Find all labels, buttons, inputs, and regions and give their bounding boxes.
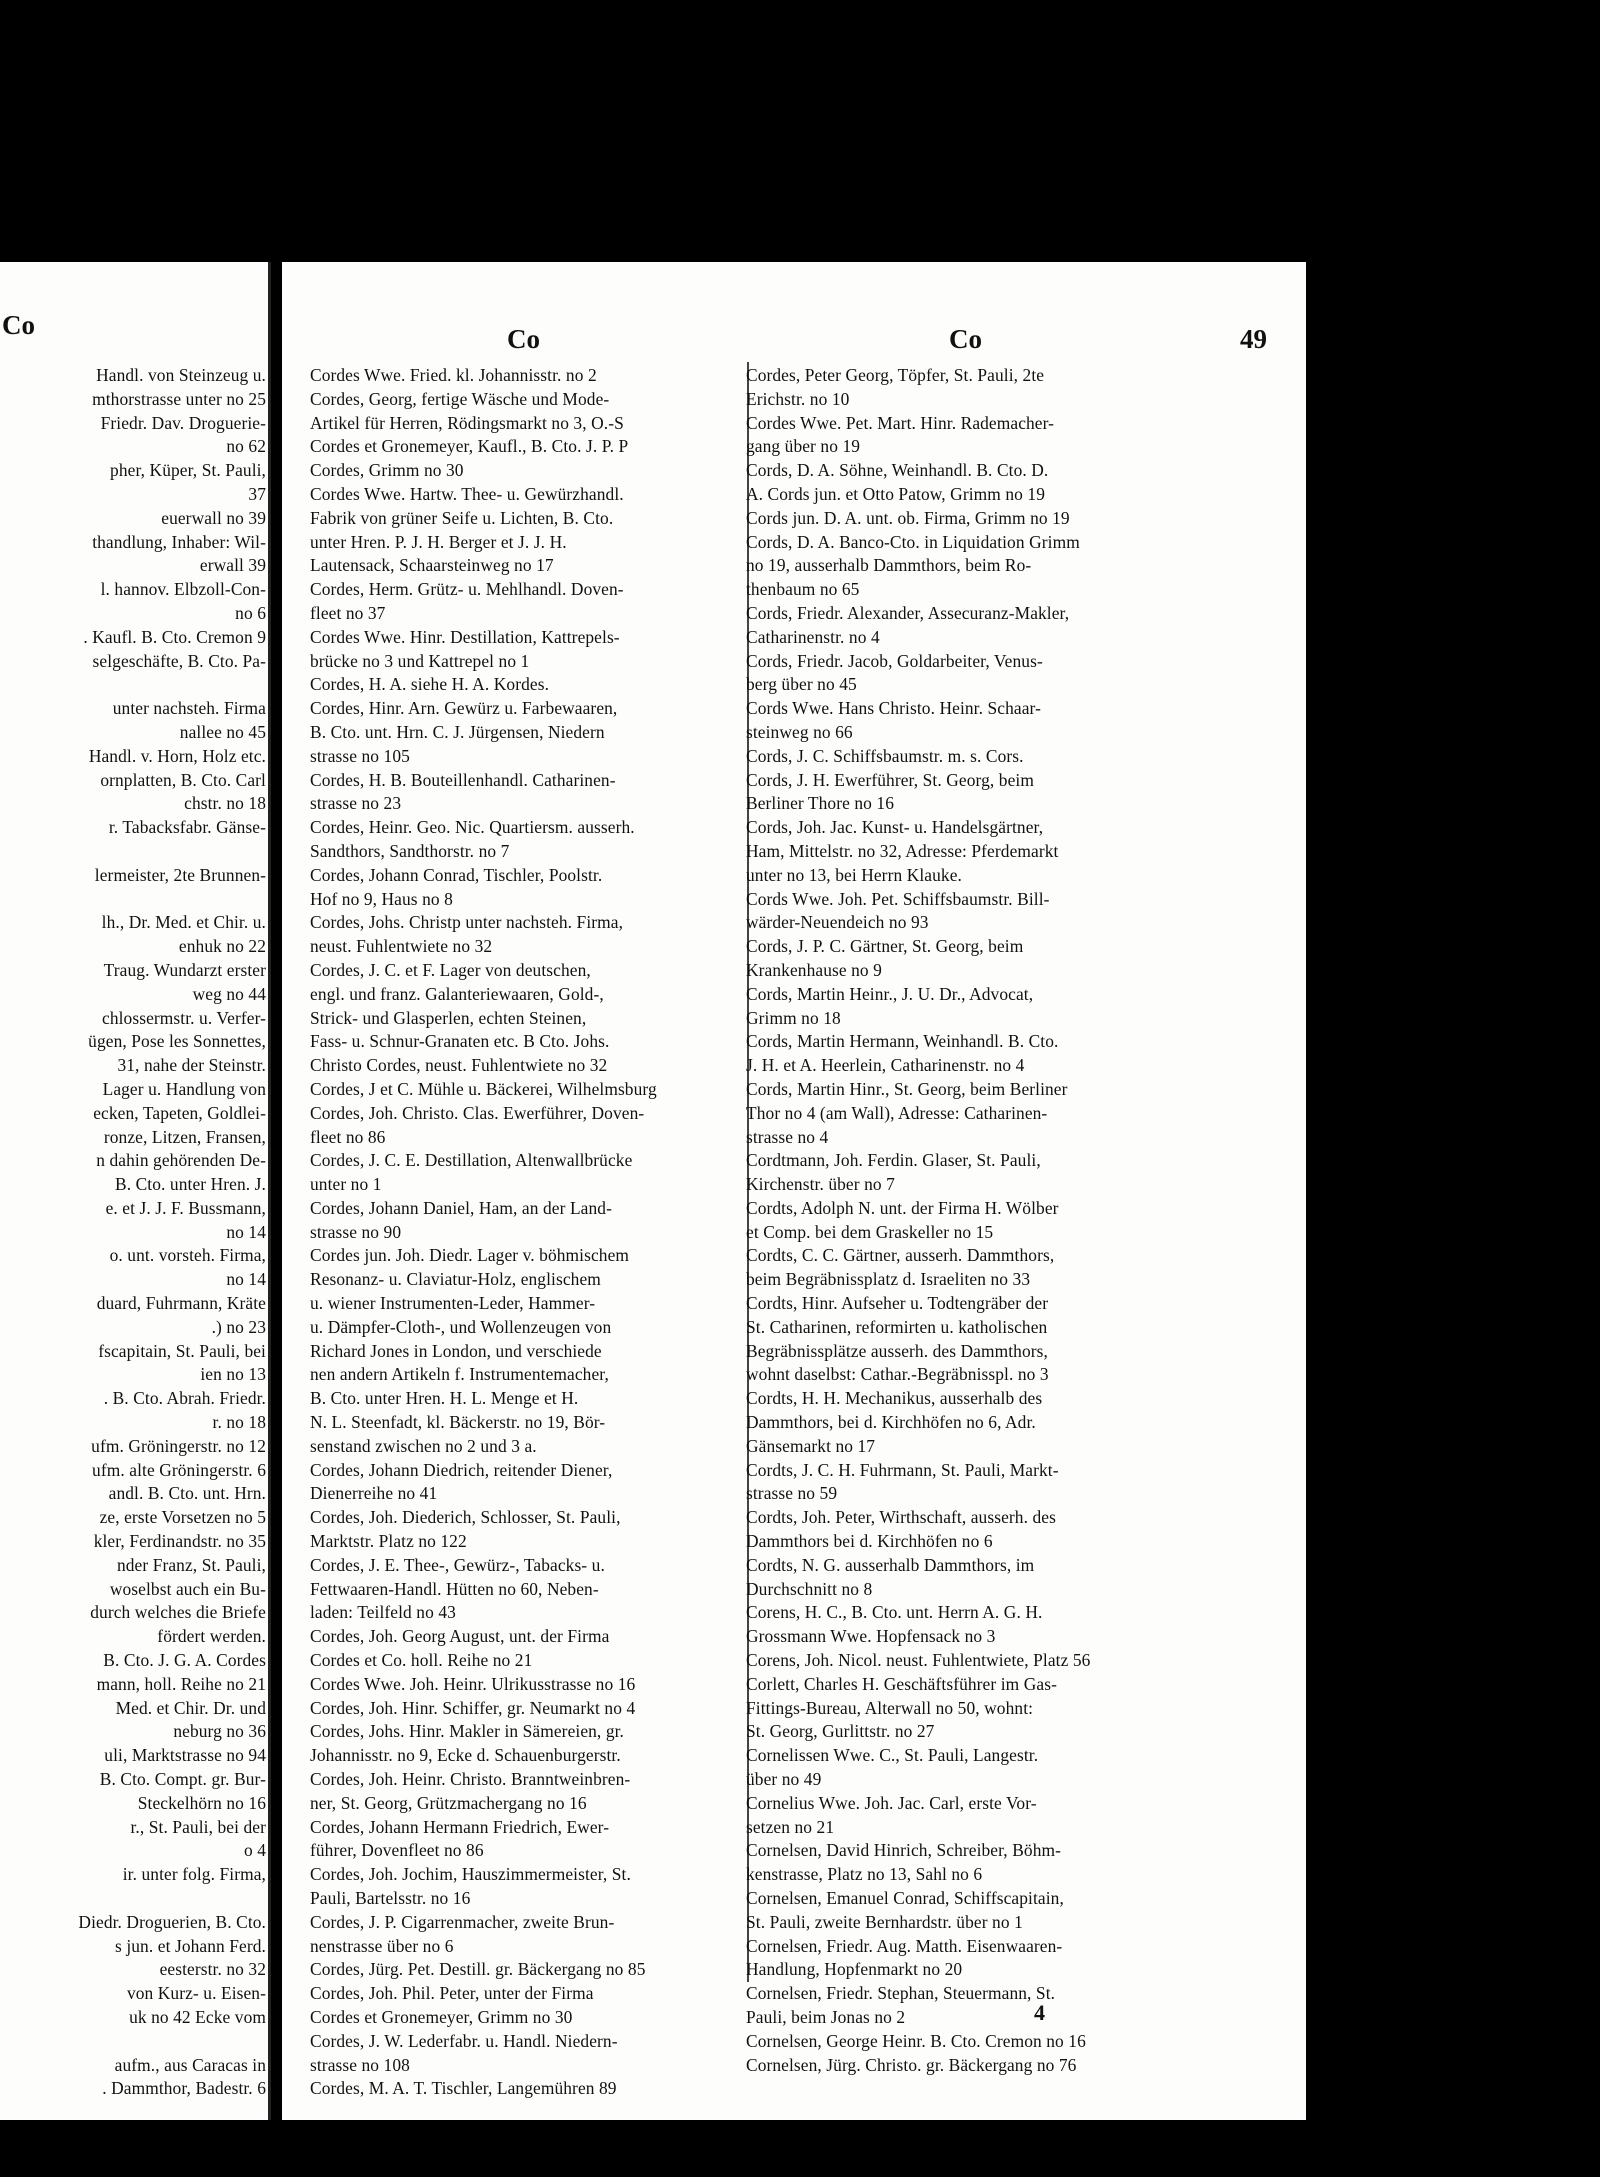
left-page-line: neburg no 36 [173,1721,266,1742]
left-page-line: o. unt. vorsteh. Firma, [109,1245,266,1266]
left-page-line: r. no 18 [212,1412,266,1433]
left-page-line: thandlung, Inhaber: Wil- [92,531,266,552]
directory-entry-line: Berliner Thore no 16 [746,793,895,814]
left-page-line: 37 [248,483,266,504]
directory-entry-line: Cords, D. A. Söhne, Weinhandl. B. Cto. D. [746,460,1049,481]
left-page-line: chlossermstr. u. Verfer- [102,1007,266,1028]
left-page-line: mthorstrasse unter no 25 [92,388,266,409]
directory-entry-line: Cordes, J. C. E. Destillation, Altenwallbrücke [310,1150,633,1171]
directory-entry-line: Dienerreihe no 41 [310,1483,438,1504]
directory-entry-line: Cords, D. A. Banco-Cto. in Liquidation Grimm [746,531,1080,552]
directory-entry-line: St. Georg, Gurlittstr. no 27 [746,1721,935,1742]
signature-mark: 4 [1034,2000,1045,2025]
directory-entry-line: Cords, Martin Heinr., J. U. Dr., Advocat, [746,983,1034,1004]
directory-entry-line: et Comp. bei dem Graskeller no 15 [746,1221,994,1242]
directory-entry-line: Cornelsen, Friedr. Stephan, Steuermann, St. [746,1983,1056,2004]
left-page-line: ufm. Gröningerstr. no 12 [91,1435,266,1456]
left-page-line: Traug. Wundarzt erster [103,959,266,980]
directory-entry-line: Cordes, Heinr. Geo. Nic. Quartiersm. ausserh. [310,817,635,838]
right-page-header-right: Co [949,324,982,354]
left-page-line [2,888,266,912]
directory-entry-line: unter no 13, bei Herrn Klauke. [746,864,962,885]
directory-entry-line: Krankenhause no 9 [746,959,882,980]
left-page-line: r., St. Pauli, bei der [130,1816,266,1837]
entries-column-right [746,364,1291,2077]
directory-entry-line: Cordts, Hinr. Aufseher u. Todtengräber der [746,1293,1049,1314]
directory-entry-line: Cordes, J. C. et F. Lager von deutschen, [310,959,591,980]
directory-entry-line: beim Begräbnissplatz d. Israeliten no 33 [746,1269,1031,1290]
directory-entry-line: unter Hren. P. J. H. Berger et J. J. H. [310,531,567,552]
left-page-line: chstr. no 18 [184,793,266,814]
directory-entry-line: A. Cords jun. et Otto Patow, Grimm no 19 [746,483,1045,504]
directory-entry-line: berg über no 45 [746,674,857,695]
left-page-line: aufm., aus Caracas in [114,2054,266,2075]
left-page-line: nallee no 45 [179,721,266,742]
directory-entry-line: Strick- und Glasperlen, echten Steinen, [310,1007,587,1028]
directory-entry-line: Fittings-Bureau, Alterwall no 50, wohnt: [746,1697,1034,1718]
directory-entry-line: strasse no 59 [746,1483,838,1504]
left-page-line: 31, nahe der Steinstr. [117,1055,266,1076]
left-page-line: . Kaufl. B. Cto. Cremon 9 [83,626,266,647]
directory-entry-line: no 19, ausserhalb Dammthors, beim Ro- [746,555,1032,576]
directory-entry-line: Cordes, Johann Hermann Friedrich, Ewer- [310,1816,610,1837]
directory-entry-line: Pauli, Bartelsstr. no 16 [310,1888,471,1908]
directory-entry-line: Cords, Friedr. Jacob, Goldarbeiter, Venus- [746,650,1043,671]
left-page-line: andl. B. Cto. unt. Hrn. [108,1483,266,1504]
directory-entry-line: Cordes, M. A. T. Tischler, Langemühren 89 [310,2078,617,2099]
left-page-line: unter nachsteh. Firma [112,698,266,719]
directory-entry-line: Cordes et Co. holl. Reihe no 21 [310,1650,533,1671]
directory-entry-line: Resonanz- u. Claviatur-Holz, englischem [310,1269,601,1290]
directory-entry-line: St. Pauli, zweite Bernhardstr. über no 1 [746,1911,1023,1932]
page-number: 49 [1240,324,1267,354]
directory-entry-line: Cordts, Joh. Peter, Wirthschaft, ausserh. des [746,1507,1056,1528]
directory-entry-line: Cornelsen, Emanuel Conrad, Schiffscapitain, [746,1888,1064,1908]
left-page-line: duard, Fuhrmann, Kräte [96,1293,266,1314]
directory-entry-line: Cordes, Hinr. Arn. Gewürz u. Farbewaaren, [310,698,618,719]
directory-entry-line: Cords, J. P. C. Gärtner, St. Georg, beim [746,936,1024,957]
left-page-line: euerwall no 39 [161,507,266,528]
directory-entry-line: Cordes, Joh. Georg August, unt. der Firma [310,1626,610,1647]
directory-entry-line: Thor no 4 (am Wall), Adresse: Catharinen- [746,1102,1048,1123]
left-page-line: B. Cto. Compt. gr. Bur- [99,1769,266,1790]
left-page-line: ien no 13 [200,1364,266,1385]
left-page-line: no 6 [235,602,266,623]
left-page-line: pher, Küper, St. Pauli, [110,460,266,481]
directory-entry-line: B. Cto. unter Hren. H. L. Menge et H. [310,1388,579,1409]
directory-entry-line: Richard Jones in London, und verschiede [310,1340,602,1361]
left-page-line: uk no 42 Ecke vom [129,2006,266,2027]
directory-entry-line: fleet no 37 [310,602,386,623]
left-page-line: no 14 [226,1269,266,1290]
directory-entry-line: Cordes, J. P. Cigarrenmacher, zweite Brun- [310,1911,615,1932]
directory-entry-line: Cordes, Johann Daniel, Ham, an der Land- [310,1197,612,1218]
directory-entry-line: Cordes, Johann Diedrich, reitender Diener, [310,1459,613,1480]
directory-entry-line: Hof no 9, Haus no 8 [310,888,453,909]
directory-entry-line: Kirchenstr. über no 7 [746,1174,895,1195]
directory-entry-line: Fabrik von grüner Seife u. Lichten, B. Cto. [310,507,614,528]
directory-entry-line: Durchschnitt no 8 [746,1578,873,1599]
left-page-column [2,364,266,2101]
directory-entry-line: Christo Cordes, neust. Fuhlentwiete no 32 [310,1055,608,1076]
directory-entry-line: wärder-Neuendeich no 93 [746,912,929,933]
directory-entry-line: Cornelsen, Friedr. Aug. Matth. Eisenwaaren- [746,1935,1063,1956]
directory-entry-line: Cordes, J et C. Mühle u. Bäckerei, Wilhelmsburg [310,1078,657,1099]
directory-entry-line: Cordes, Joh. Jochim, Hauszimmermeister, St. [310,1864,631,1885]
left-page-line: erwall 39 [199,555,266,576]
directory-entry-line: gang über no 19 [746,436,861,457]
directory-entry-line: Johannisstr. no 9, Ecke d. Schauenburgerstr. [310,1745,621,1766]
directory-entry-line: Cordes Wwe. Pet. Mart. Hinr. Rademacher- [746,412,1055,433]
left-page-header: Co [2,310,35,340]
directory-entry-line: Corens, Joh. Nicol. neust. Fuhlentwiete, Platz 56 [746,1650,1091,1671]
directory-entry-line: u. Dämpfer-Cloth-, und Wollenzeugen von [310,1316,612,1337]
left-page-line: o 4 [243,1840,266,1861]
directory-entry-line: Cordes, Johann Conrad, Tischler, Poolstr. [310,864,603,885]
left-page-line: nder Franz, St. Pauli, [116,1554,266,1575]
directory-entry-line: Dammthors bei d. Kirchhöfen no 6 [746,1531,993,1552]
directory-entry-line: nenstrasse über no 6 [310,1935,454,1956]
left-page-line: Handl. v. Horn, Holz etc. [88,745,266,766]
directory-entry-line: Cornelsen, Jürg. Christo. gr. Bäckergang no 76 [746,2054,1077,2075]
directory-entry-line: laden: Teilfeld no 43 [310,1602,456,1623]
directory-entry-line: Cordes Wwe. Hinr. Destillation, Kattrepels- [310,626,620,647]
left-page-line: lermeister, 2te Brunnen- [94,864,266,885]
directory-entry-line: Begräbnissplätze ausserh. des Dammthors, [746,1340,1048,1361]
directory-entry-line: Cordes, Peter Georg, Töpfer, St. Pauli, 2te [746,365,1045,385]
directory-entry-line: Cordtmann, Joh. Ferdin. Glaser, St. Pauli, [746,1150,1041,1171]
directory-entry-line: Cords, Martin Hinr., St. Georg, beim Berliner [746,1078,1068,1099]
left-page-line: fördert werden. [157,1626,266,1647]
directory-entry-line: Cordes et Gronemeyer, Grimm no 30 [310,2006,573,2027]
directory-entry-line: Catharinenstr. no 4 [746,626,880,647]
directory-entry-line: Erichstr. no 10 [746,388,850,409]
left-page-line: kler, Ferdinandstr. no 35 [93,1531,266,1552]
left-page-line: selgeschäfte, B. Cto. Pa- [92,650,266,671]
left-page-line: mann, holl. Reihe no 21 [96,1673,266,1694]
directory-entry-line: ner, St. Georg, Grützmachergang no 16 [310,1792,587,1813]
directory-entry-line: Ham, Mittelstr. no 32, Adresse: Pferdemarkt [746,840,1059,861]
directory-entry-line: J. H. et A. Heerlein, Catharinenstr. no 4 [746,1055,1025,1076]
directory-entry-line: unter no 1 [310,1174,382,1195]
left-page-line: Lager u. Handlung von [102,1078,266,1099]
left-page-line: .) no 23 [211,1316,266,1337]
left-page-line: weg no 44 [192,983,266,1004]
directory-entry-line: Cords, J. H. Ewerführer, St. Georg, beim [746,769,1034,790]
directory-entry-line: senstand zwischen no 2 und 3 a. [310,1435,537,1456]
directory-entry-line: führer, Dovenfleet no 86 [310,1840,484,1861]
directory-entry-line: Cordts, Adolph N. unt. der Firma H. Wölber [746,1197,1059,1218]
directory-entry-line: Cordts, H. H. Mechanikus, ausserhalb des [746,1388,1043,1409]
left-page-line [2,673,266,697]
directory-entry-line: Cordes et Gronemeyer, Kaufl., B. Cto. J. P. P [310,436,629,457]
directory-entry-line: Cords Wwe. Joh. Pet. Schiffsbaumstr. Bill- [746,888,1050,909]
left-page-line: s jun. et Johann Ferd. [115,1935,266,1956]
directory-entry-line: Grossmann Wwe. Hopfensack no 3 [746,1626,996,1647]
directory-entry-line: Cords, J. C. Schiffsbaumstr. m. s. Cors. [746,745,1024,766]
left-page [0,262,271,2120]
left-page-line [2,1887,266,1911]
directory-entry-line: Cordes, Joh. Hinr. Schiffer, gr. Neumarkt no 4 [310,1697,636,1718]
left-page-line: lh., Dr. Med. et Chir. u. [101,912,266,933]
left-page-line: B. Cto. unter Hren. J. [115,1174,266,1195]
directory-entry-line: Cordes, J. E. Thee-, Gewürz-, Tabacks- u. [310,1554,605,1575]
directory-entry-line: Cordes, Joh. Phil. Peter, unter der Firma [310,1983,594,2004]
left-page-line: fscapitain, St. Pauli, bei [98,1340,266,1361]
directory-entry-line: Cordts, N. G. ausserhalb Dammthors, im [746,1554,1035,1575]
directory-entry-line: Artikel für Herren, Rödingsmarkt no 3, O.-S [310,412,624,433]
left-page-line: . Dammthor, Badestr. 6 [102,2078,266,2099]
left-page-line: no 14 [226,1221,266,1242]
directory-entry-line: Cordes, H. A. siehe H. A. Kordes. [310,674,550,695]
directory-entry-line: Cornelsen, George Heinr. B. Cto. Cremon no 16 [746,2030,1086,2051]
directory-entry-line: u. wiener Instrumenten-Leder, Hammer- [310,1293,596,1314]
directory-entry-line: neust. Fuhlentwiete no 32 [310,936,493,957]
left-page-line: e. et J. J. F. Bussmann, [105,1197,266,1218]
left-page-line: r. Tabacksfabr. Gänse- [108,817,266,838]
directory-entry-line: Cords Wwe. Hans Christo. Heinr. Schaar- [746,698,1041,719]
directory-entry-line: St. Catharinen, reformirten u. katholischen [746,1316,1048,1337]
directory-entry-line: Pauli, beim Jonas no 2 [746,2006,906,2027]
directory-entry-line: Sandthors, Sandthorstr. no 7 [310,840,510,861]
directory-entry-line: Cordes Wwe. Hartw. Thee- u. Gewürzhandl. [310,483,624,504]
directory-entry-line: wohnt daselbst: Cathar.-Begräbnisspl. no 3 [746,1364,1049,1385]
left-page-line: l. hannov. Elbzoll-Con- [100,579,266,600]
directory-entry-line: Corens, H. C., B. Cto. unt. Herrn A. G. H. [746,1602,1043,1623]
left-page-line: Med. et Chir. Dr. und [115,1697,266,1718]
directory-entry-line: strasse no 90 [310,1221,402,1242]
left-page-line: Friedr. Dav. Droguerie- [100,412,266,433]
directory-entry-line: steinweg no 66 [746,721,853,742]
directory-entry-line: Cornelsen, David Hinrich, Schreiber, Böhm- [746,1840,1062,1861]
directory-entry-line: Cordes jun. Joh. Diedr. Lager v. böhmischem [310,1245,630,1266]
left-page-line [2,2030,266,2054]
directory-entry-line: über no 49 [746,1769,822,1790]
left-page-line: Diedr. Droguerien, B. Cto. [78,1911,266,1932]
directory-entry-line: N. L. Steenfadt, kl. Bäckerstr. no 19, Bör- [310,1412,606,1433]
directory-entry-line: strasse no 23 [310,793,402,814]
left-page-line: ir. unter folg. Firma, [122,1864,266,1885]
directory-entry-line: Cords jun. D. A. unt. ob. Firma, Grimm no 19 [746,507,1070,528]
directory-entry-line: Cords, Friedr. Alexander, Assecuranz-Makler, [746,602,1070,623]
left-page-line: ronze, Litzen, Fransen, [103,1126,266,1147]
directory-entry-line: Cords, Joh. Jac. Kunst- u. Handelsgärtner, [746,817,1044,838]
directory-entry-line: Cordes, Grimm no 30 [310,460,464,481]
directory-entry-line: Cornelissen Wwe. C., St. Pauli, Langestr. [746,1745,1039,1766]
directory-entry-line: Cordes, Johs. Hinr. Makler in Sämereien, gr. [310,1721,624,1742]
directory-entry-line: fleet no 86 [310,1126,386,1147]
directory-entry-line: Marktstr. Platz no 122 [310,1531,467,1552]
right-page-header-left: Co [507,324,540,354]
left-page-line: ecken, Tapeten, Goldlei- [93,1102,266,1123]
directory-entry-line: Lautensack, Schaarsteinweg no 17 [310,555,554,576]
directory-entry-line: Cordes, J. W. Lederfabr. u. Handl. Niedern- [310,2030,618,2051]
directory-entry-line: Cordes, Georg, fertige Wäsche und Mode- [310,388,610,409]
left-page-line [2,840,266,864]
left-page-line: n dahin gehörenden De- [96,1150,266,1171]
directory-entry-line: brücke no 3 und Kattrepel no 1 [310,650,530,671]
directory-entry-line: kenstrasse, Platz no 13, Sahl no 6 [746,1864,983,1885]
left-page-line: von Kurz- u. Eisen- [126,1983,266,2004]
directory-entry-line: thenbaum no 65 [746,579,860,600]
left-page-line: uli, Marktstrasse no 94 [104,1745,266,1766]
left-page-line: enhuk no 22 [178,936,266,957]
directory-entry-line: Cordes, Johs. Christp unter nachsteh. Firma, [310,912,624,933]
directory-entry-line: nen andern Artikeln f. Instrumentemacher, [310,1364,609,1385]
directory-entry-line: Corlett, Charles H. Geschäftsführer im Gas- [746,1673,1057,1694]
directory-entry-line: engl. und franz. Galanteriewaaren, Gold-, [310,983,604,1004]
directory-entry-line: Cordes Wwe. Joh. Heinr. Ulrikusstrasse no 16 [310,1673,636,1694]
left-page-line: . B. Cto. Abrah. Friedr. [103,1388,266,1409]
directory-entry-line: Cordes, Herm. Grütz- u. Mehlhandl. Doven- [310,579,624,600]
left-page-line: B. Cto. J. G. A. Cordes [103,1650,266,1671]
right-page [282,262,1306,2120]
directory-entry-line: Cordes, Joh. Heinr. Christo. Branntweinbren- [310,1769,631,1790]
directory-entry-line: Fass- u. Schnur-Granaten etc. B Cto. Johs. [310,1031,610,1052]
left-page-line: ügen, Pose les Sonnettes, [88,1031,266,1052]
left-page-line: Handl. von Steinzeug u. [96,365,266,385]
directory-entry-line: strasse no 4 [746,1126,829,1147]
directory-entry-line: strasse no 105 [310,745,410,766]
left-page-line: ufm. alte Gröningerstr. 6 [92,1459,266,1480]
directory-entry-line: Grimm no 18 [746,1007,841,1028]
directory-entry-line: Cordes, H. B. Bouteillenhandl. Catharinen- [310,769,616,790]
directory-entry-line: Gänsemarkt no 17 [746,1435,876,1456]
directory-entry-line: Cordes Wwe. Fried. kl. Johannisstr. no 2 [310,365,597,385]
directory-entry-line: Cordes, Joh. Diederich, Schlosser, St. Pauli, [310,1507,621,1528]
directory-entry-line: strasse no 108 [310,2054,410,2075]
directory-entry-line: Dammthors, bei d. Kirchhöfen no 6, Adr. [746,1412,1036,1433]
directory-entry-line: Cordes, Joh. Christo. Clas. Ewerführer, Doven- [310,1102,645,1123]
directory-entry-line: Handlung, Hopfenmarkt no 20 [746,1959,963,1980]
directory-entry-line: Fettwaaren-Handl. Hütten no 60, Neben- [310,1578,599,1599]
directory-entry-line: Cordts, J. C. H. Fuhrmann, St. Pauli, Markt- [746,1459,1059,1480]
left-page-line: no 62 [226,436,266,457]
directory-entry-line: Cordts, C. C. Gärtner, ausserh. Dammthors, [746,1245,1055,1266]
left-page-line: woselbst auch ein Bu- [109,1578,266,1599]
left-page-line: eesterstr. no 32 [159,1959,266,1980]
left-page-line: Steckelhörn no 16 [137,1792,266,1813]
directory-entry-line: Cords, Martin Hermann, Weinhandl. B. Cto. [746,1031,1059,1052]
left-page-line: durch welches die Briefe [90,1602,266,1623]
directory-entry-line: B. Cto. unt. Hrn. C. J. Jürgensen, Niedern [310,721,605,742]
directory-entry-line: Cordes, Jürg. Pet. Destill. gr. Bäckergang no 85 [310,1959,646,1980]
left-page-line: ornplatten, B. Cto. Carl [100,769,266,790]
directory-entry-line: setzen no 21 [746,1816,835,1837]
left-page-line: ze, erste Vorsetzen no 5 [99,1507,266,1528]
entries-column-left [310,364,770,2101]
directory-entry-line: Cornelius Wwe. Joh. Jac. Carl, erste Vor- [746,1792,1037,1813]
